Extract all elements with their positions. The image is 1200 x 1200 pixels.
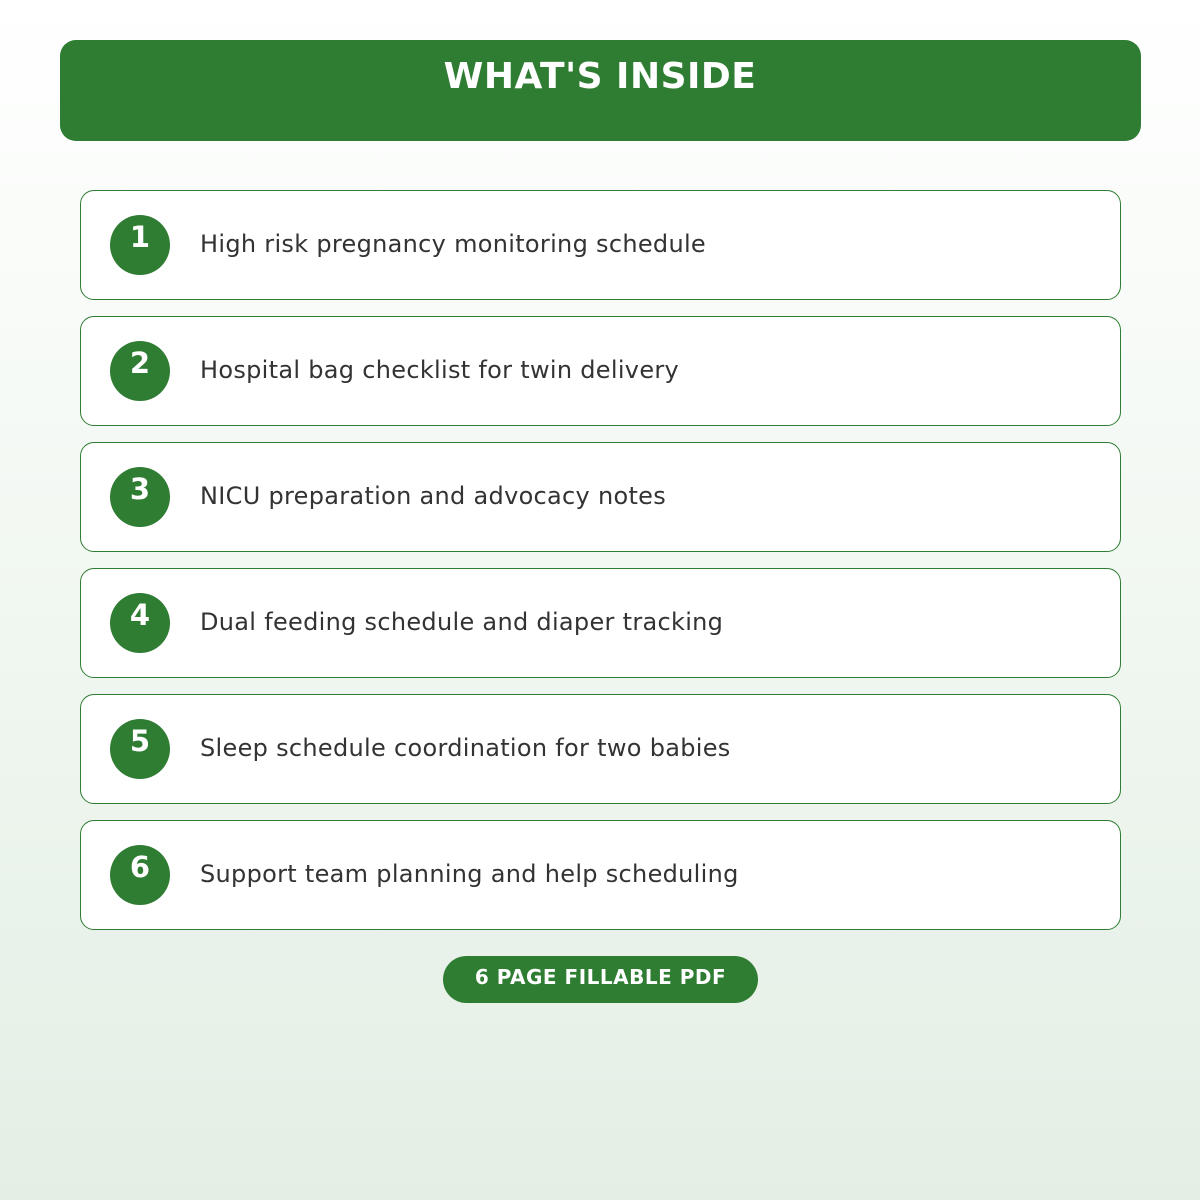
list-item xyxy=(80,820,1121,930)
item-number-badge: 6 xyxy=(110,845,170,905)
item-description: Sleep schedule coordination for two babies xyxy=(200,734,731,762)
format-badge: 6 PAGE FILLABLE PDF xyxy=(443,956,758,1003)
item-number-badge: 3 xyxy=(110,467,170,527)
item-number-badge: 2 xyxy=(110,341,170,401)
item-description: NICU preparation and advocacy notes xyxy=(200,482,667,510)
item-number-badge: 1 xyxy=(110,215,170,275)
list-item xyxy=(80,694,1121,804)
contents-list xyxy=(80,190,1121,946)
list-item xyxy=(80,316,1121,426)
item-number-badge: 4 xyxy=(110,593,170,653)
list-item xyxy=(80,442,1121,552)
item-description: Hospital bag checklist for twin delivery xyxy=(200,356,680,384)
list-item xyxy=(80,568,1121,678)
page-title: WHAT'S INSIDE xyxy=(443,56,757,97)
item-description: High risk pregnancy monitoring schedule xyxy=(200,230,706,258)
list-item xyxy=(80,190,1121,300)
item-description: Dual feeding schedule and diaper tracking xyxy=(200,608,724,636)
item-description: Support team planning and help scheduling xyxy=(200,860,739,888)
item-number-badge: 5 xyxy=(110,719,170,779)
